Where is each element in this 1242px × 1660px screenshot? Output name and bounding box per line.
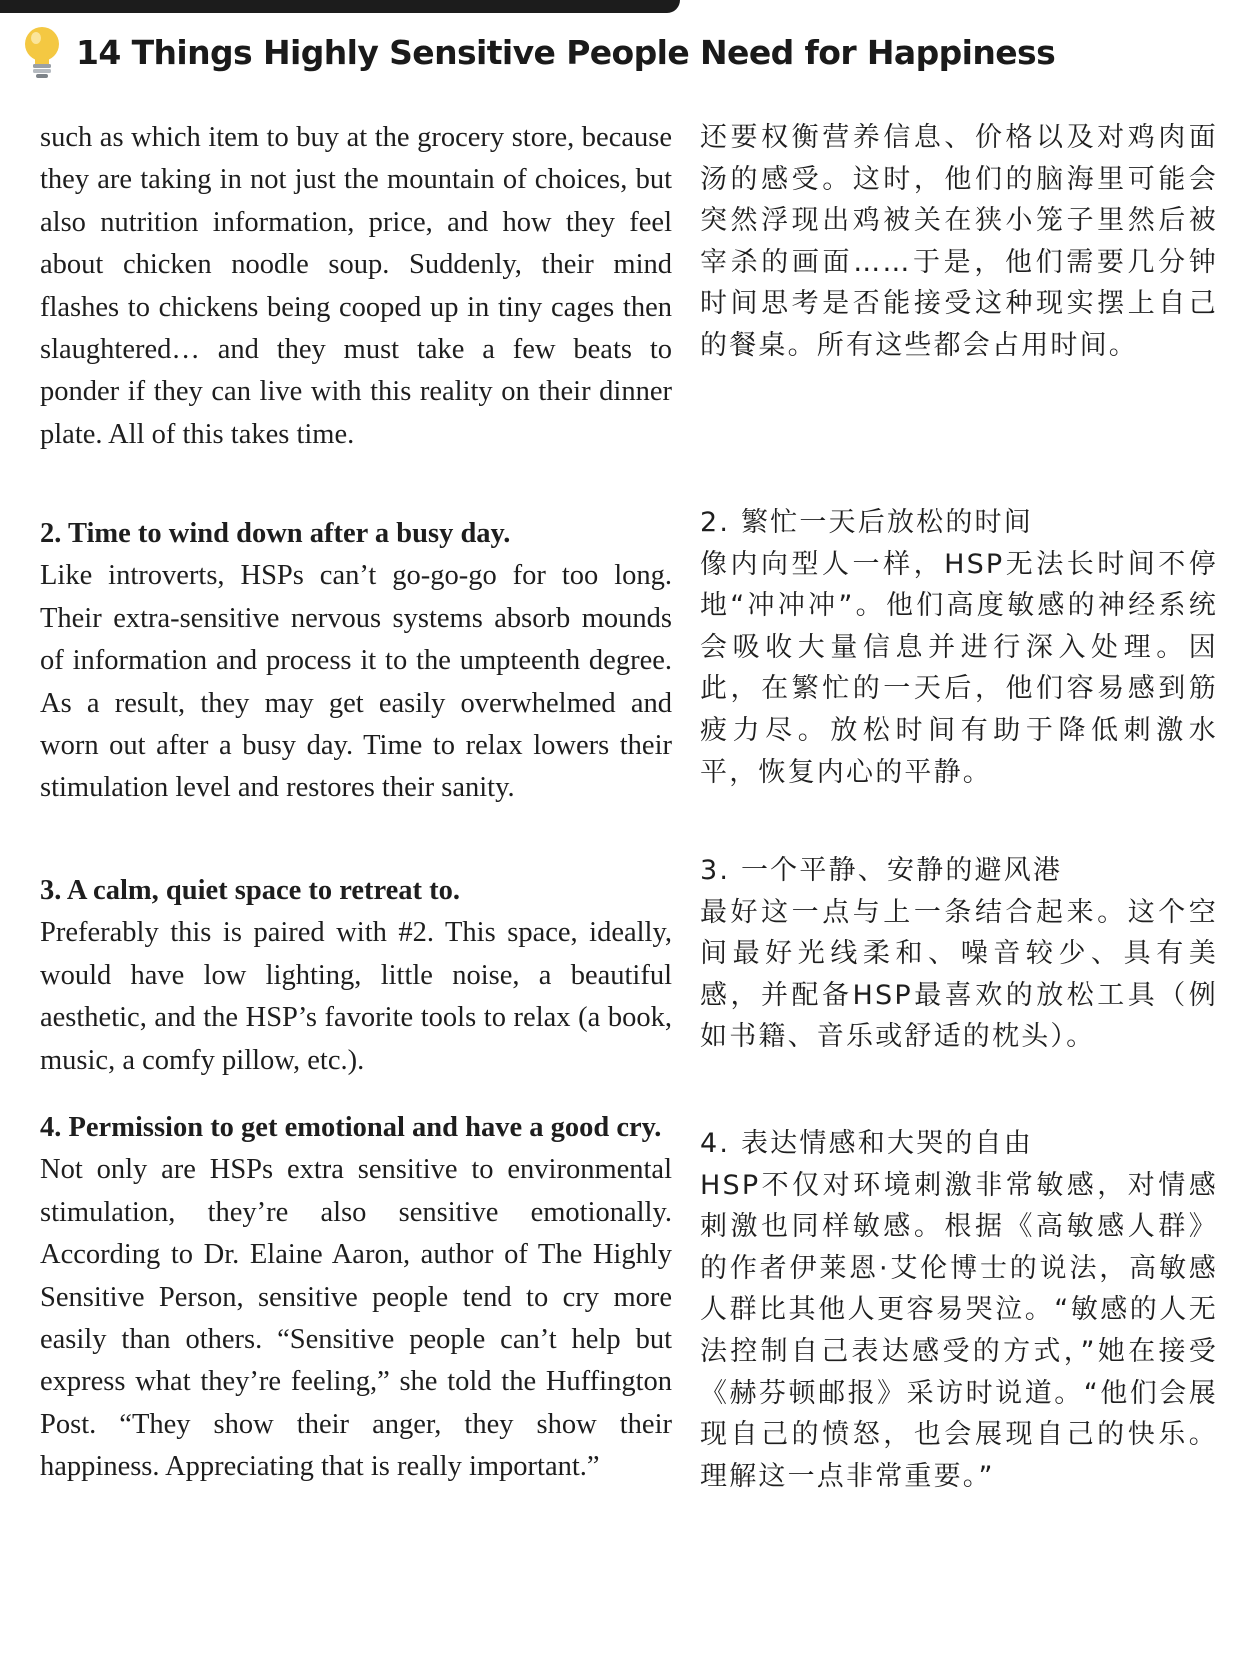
chinese-heading-3: 3. 一个平静、安静的避风港 xyxy=(700,855,1063,886)
english-section-2 xyxy=(40,513,672,810)
english-intro xyxy=(40,117,672,456)
english-body-3: Preferably this is paired with #2. This space, ideally, would have low lighting, little noise, a beautiful aesthetic, and the HSP’s favorite tools to relax (a book, music, a comfy pillow, etc.). xyxy=(40,917,672,1076)
top-bar xyxy=(0,0,680,13)
lightbulb-icon xyxy=(20,24,64,80)
english-heading-3: 3. A calm, quiet space to retreat to. xyxy=(40,875,461,906)
chinese-intro xyxy=(700,117,1218,367)
english-intro-text: such as which item to buy at the grocery store, because they are taking in not just the mountain of choices, but also nutrition information, price, and how they feel about chicken noodle soup. Suddenly, their mind flashes to chickens being cooped up in tiny cages then slaughtered… and they must take a few beats to ponder if they can live with this reality on their dinner plate. All of this takes time. xyxy=(40,122,672,450)
chinese-intro-text: 还要权衡营养信息、价格以及对鸡肉面汤的感受。这时，他们的脑海里可能会突然浮现出鸡被关在狭小笼子里然后被宰杀的画面……于是，他们需要几分钟时间思考是否能接受这种现实摆上自己的餐桌。所有这些都会占用时间。 xyxy=(700,122,1218,361)
chinese-section-4 xyxy=(700,1123,1218,1497)
english-heading-2: 2. Time to wind down after a busy day. xyxy=(40,518,511,549)
chinese-body-4: HSP不仅对环境刺激非常敏感，对情感刺激也同样敏感。根据《高敏感人群》的作者伊莱恩·艾伦博士的说法，高敏感人群比其他人更容易哭泣。“敏感的人无法控制自己表达感受的方式，”她在接受《赫芬顿邮报》采访时说道。“他们会展现自己的愤怒，也会展现自己的快乐。理解这一点非常重要。” xyxy=(700,1169,1218,1492)
article-header xyxy=(20,22,1055,82)
chinese-section-2 xyxy=(700,502,1218,793)
article-title: 14 Things Highly Sensitive People Need for Happiness xyxy=(76,32,1056,72)
chinese-heading-2: 2. 繁忙一天后放松的时间 xyxy=(700,507,1033,538)
english-section-3 xyxy=(40,870,672,1082)
chinese-body-3: 最好这一点与上一条结合起来。这个空间最好光线柔和、噪音较少、具有美感，并配备HSP最喜欢的放松工具（例如书籍、音乐或舒适的枕头）。 xyxy=(700,896,1218,1053)
chinese-section-3 xyxy=(700,850,1218,1058)
english-body-4: Not only are HSPs extra sensitive to environmental stimulation, they’re also sensitive emotionally. According to Dr. Elaine Aaron, author of The Highly Sensitive Person, sensitive people tend to cry more easily than others. “Sensitive people can’t help but express what they’re feeling,” she told the Huffington Post. “They show their anger, they show their happiness. Appreciating that is really important.” xyxy=(40,1154,672,1483)
chinese-heading-4: 4. 表达情感和大哭的自由 xyxy=(700,1128,1033,1159)
chinese-body-2: 像内向型人一样，HSP无法长时间不停地“冲冲冲”。他们高度敏感的神经系统会吸收大量信息并进行深入处理。因此，在繁忙的一天后，他们容易感到筋疲力尽。放松时间有助于降低刺激水平，恢复内心的平静。 xyxy=(700,548,1218,788)
english-section-4 xyxy=(40,1107,672,1489)
english-body-2: Like introverts, HSPs can’t go-go-go for too long. Their extra-sensitive nervous systems absorb mounds of information and process it to the umpteenth degree. As a result, they may get easily overwhelmed and worn out after a busy day. Time to relax lowers their stimulation level and restores their sanity. xyxy=(40,560,672,804)
english-heading-4: 4. Permission to get emotional and have a good cry. xyxy=(40,1112,662,1143)
